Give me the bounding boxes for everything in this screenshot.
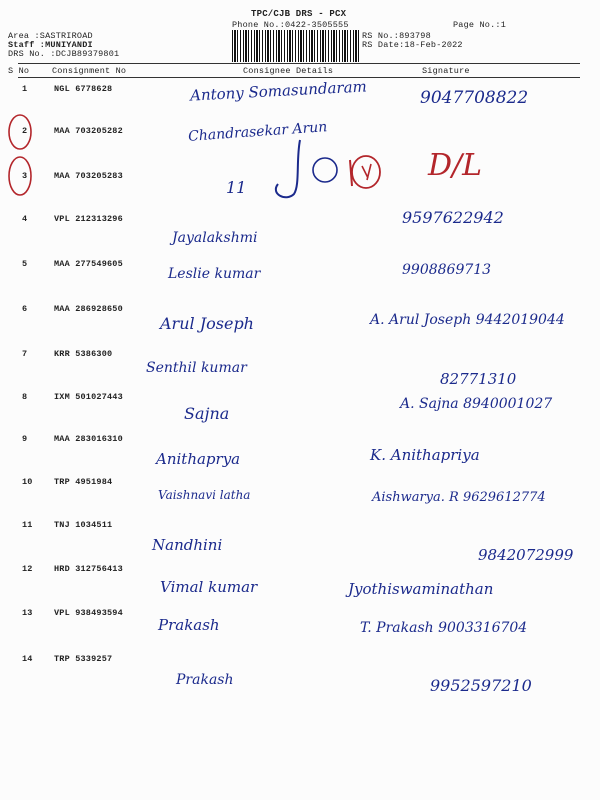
row-1-signature: 9047708822 bbox=[420, 88, 529, 108]
row-10-signature: Aishwarya. R 9629612774 bbox=[372, 490, 546, 505]
sheet-title: TPC/CJB DRS - PCX bbox=[251, 9, 347, 19]
rs-date: RS Date:18-Feb-2022 bbox=[362, 40, 463, 50]
row-13-consignment: VPL 938493594 bbox=[54, 608, 123, 618]
col-signature-header: Signature bbox=[422, 66, 470, 76]
row-9-sno: 9 bbox=[22, 434, 28, 444]
row-10-consignee: Vaishnavi latha bbox=[158, 488, 251, 502]
row-14-sno: 14 bbox=[22, 654, 33, 664]
row-5-consignment: MAA 277549605 bbox=[54, 259, 123, 269]
row-8-signature: A. Sajna 8940001027 bbox=[400, 396, 553, 412]
row-8-consignment: IXM 501027443 bbox=[54, 392, 123, 402]
row-1-consignee: Antony Somasundaram bbox=[189, 77, 368, 105]
row-3-consignment: MAA 703205283 bbox=[54, 171, 123, 181]
phone-number: Phone No.:0422-3505555 bbox=[232, 20, 349, 30]
row-9-consignment: MAA 283016310 bbox=[54, 434, 123, 444]
col-consignment-header: Consignment No bbox=[52, 66, 127, 76]
drs-number: DRS No. :DCJB89379801 bbox=[8, 49, 120, 59]
row-1-sno: 1 bbox=[22, 84, 28, 94]
row-6-consignment: MAA 286928650 bbox=[54, 304, 123, 314]
row-4-consignee: Jayalakshmi bbox=[172, 230, 258, 246]
circle-mark-row-3 bbox=[9, 157, 31, 195]
red-mark-inner bbox=[362, 164, 371, 180]
row-11-consignment: TNJ 1034511 bbox=[54, 520, 113, 530]
row-14-consignee: Prakash bbox=[176, 672, 234, 688]
row-7-consignment: KRR 5386300 bbox=[54, 349, 113, 359]
row-6-signature: A. Arul Joseph 9442019044 bbox=[370, 312, 565, 328]
row-2-sno: 2 bbox=[22, 126, 28, 136]
row-10-consignment: TRP 4951984 bbox=[54, 477, 113, 487]
row-9-consignee: Anithaprya bbox=[156, 450, 241, 468]
signature-loop bbox=[313, 158, 337, 182]
row-7-sno: 7 bbox=[22, 349, 28, 359]
circle-mark-row-2 bbox=[9, 115, 31, 149]
row-5-consignee: Leslie kumar bbox=[168, 266, 261, 282]
signature-stroke bbox=[276, 140, 300, 197]
row-7-signature: 82771310 bbox=[440, 370, 517, 388]
row-8-sno: 8 bbox=[22, 392, 28, 402]
row-3-consignee: 11 bbox=[226, 178, 247, 197]
row-5-sno: 5 bbox=[22, 259, 28, 269]
row-12-sno: 12 bbox=[22, 564, 33, 574]
row-3-sno: 3 bbox=[22, 171, 28, 181]
red-slash bbox=[350, 160, 352, 186]
staff-label: Staff :MUNIYANDI bbox=[8, 40, 93, 50]
row-2-consignee: Chandrasekar Arun bbox=[187, 119, 328, 145]
row-9-signature: K. Anithapriya bbox=[370, 446, 480, 464]
row-14-consignment: TRP 5339257 bbox=[54, 654, 113, 664]
red-circle-mark bbox=[352, 156, 380, 188]
col-consignee-header: Consignee Details bbox=[243, 66, 334, 76]
row-3-signature: D/L bbox=[428, 148, 483, 183]
row-12-signature: Jyothiswaminathan bbox=[348, 580, 494, 598]
row-4-consignment: VPL 212313296 bbox=[54, 214, 123, 224]
rs-number: RS No.:893798 bbox=[362, 31, 431, 41]
row-12-consignment: HRD 312756413 bbox=[54, 564, 123, 574]
row-13-signature: T. Prakash 9003316704 bbox=[360, 620, 528, 636]
row-4-sno: 4 bbox=[22, 214, 28, 224]
row-13-sno: 13 bbox=[22, 608, 33, 618]
row-11-signature: 9842072999 bbox=[478, 546, 574, 564]
row-13-consignee: Prakash bbox=[158, 616, 220, 634]
page-number: Page No.:1 bbox=[453, 20, 507, 30]
row-10-sno: 10 bbox=[22, 477, 33, 487]
row-4-signature: 9597622942 bbox=[402, 208, 504, 227]
col-sno-header: S No bbox=[8, 66, 30, 76]
row-14-signature: 9952597210 bbox=[430, 676, 532, 695]
row-11-consignee: Nandhini bbox=[152, 536, 223, 554]
row-1-consignment: NGL 6778628 bbox=[54, 84, 113, 94]
row-6-sno: 6 bbox=[22, 304, 28, 314]
row-11-sno: 11 bbox=[22, 520, 33, 530]
row-2-consignment: MAA 703205282 bbox=[54, 126, 123, 136]
row-5-signature: 9908869713 bbox=[402, 262, 492, 278]
row-8-consignee: Sajna bbox=[184, 404, 230, 423]
row-12-consignee: Vimal kumar bbox=[160, 578, 258, 596]
area-label: Area :SASTRIROAD bbox=[8, 31, 93, 41]
row-7-consignee: Senthil kumar bbox=[146, 360, 247, 376]
row-6-consignee: Arul Joseph bbox=[160, 314, 254, 333]
